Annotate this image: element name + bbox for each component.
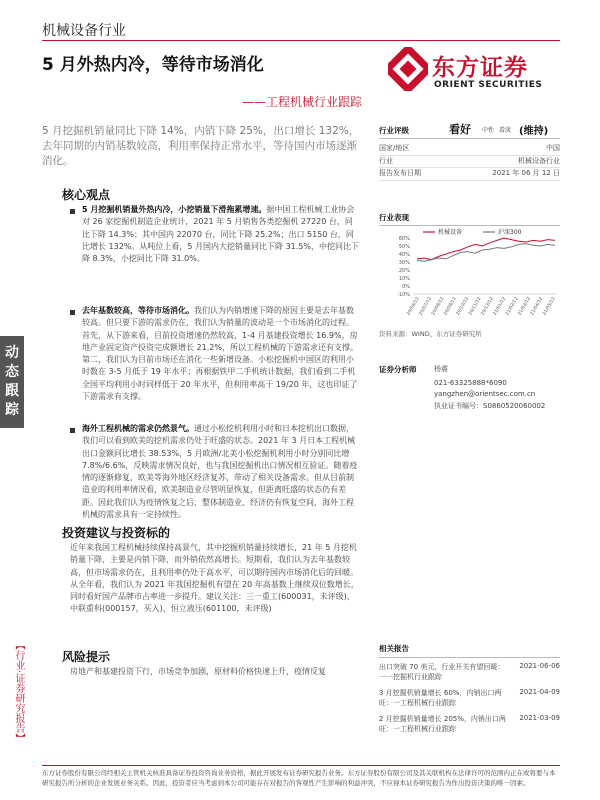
y-tick-label: -10% <box>397 292 410 298</box>
related-date: 2021-04-09 <box>519 688 560 696</box>
info-row <box>379 143 560 156</box>
y-tick-label: 10% <box>398 276 410 282</box>
info-value: 2021 年 06 月 12 日 <box>492 169 560 177</box>
related-reports <box>379 643 560 734</box>
logo-cn-text: 东方证券 <box>432 55 528 81</box>
chart-source: 资料来源：WIND、东方证券研究所 <box>379 330 482 338</box>
bullet-3-bold: 海外工程机械的需求仍然景气。 <box>82 424 194 433</box>
rating-label: 行业评级 <box>379 126 409 135</box>
related-date: 2021-03-09 <box>519 714 560 722</box>
info-value: 机械设备行业 <box>518 156 560 165</box>
info-key: 报告发布日期 <box>379 169 421 177</box>
related-item[interactable] <box>379 662 560 682</box>
core-bullet-3 <box>82 423 360 521</box>
info-value: 中国 <box>546 144 560 152</box>
x-tick-label: 21/03/12 <box>517 296 533 317</box>
legend-label: 沪深300 <box>498 229 522 236</box>
analyst-block <box>379 364 560 411</box>
related-title[interactable]: 出口突破 70 美元，行业开关有望回暖：一一挖掘机行业跟踪 <box>379 663 505 681</box>
top-rule <box>42 40 560 41</box>
report-title: 5 月外热内冷，等待市场消化 <box>42 55 264 75</box>
x-tick-label: 21/02/12 <box>505 296 520 317</box>
y-tick-label: 20% <box>398 268 410 274</box>
related-item[interactable] <box>379 714 560 734</box>
x-tick-label: 20/07/12 <box>418 296 434 317</box>
bullet-1-bold: 5 月挖掘机销量外热内冷，小挖销量下滑拖累增速。 <box>82 205 267 214</box>
info-key: 国家/地区 <box>379 144 410 152</box>
analyst-label: 证券分析师 <box>379 365 417 374</box>
y-tick-label: 0% <box>402 284 410 290</box>
x-tick-label: 20/09/12 <box>443 296 458 317</box>
abstract: 5 月挖掘机销量同比下降 14%，内销下降 25%，出口增长 132%，去年同期的内销基数较高，利用率保持正常水平，等待国内市场逐渐消化。 <box>42 125 360 167</box>
logo-mark-icon <box>388 47 428 91</box>
risk-heading: 风险提示 <box>62 650 111 664</box>
invest-text: 近年来我国工程机械持续保持高景气，其中挖掘机销量持续增长，21 年 5 月挖机销量下降，主要是内销下降，而外销依然高增长。短期看，我们认为去年基数较高，但市场需求仍在，且利用率仍处于高水平，可以期待国内市场消化后的回暖。从全年看，我们认为 2021 年我国挖掘机有望在 20 年高基数上继续双位数增长，同时看好国产品牌市占率进一步提升。建议关注：三一重工(600031，未评级)、中联重科(000157，买入)、恒立液压(601100，未评级) <box>70 543 359 614</box>
info-table <box>379 143 560 181</box>
info-row <box>379 168 560 181</box>
company-logo <box>388 47 563 97</box>
bullet-1-text: 据中国工程机械工业协会对 26 家挖掘机制造企业统计，2021 年 5 月销售各类挖掘机 27220 台，同比下降 14.3%；其中国内 22070 台，同比下降 25.2%；出口 5150 台，同比增长 132%。从吨位上看，5 月国内大挖销量同比下降 31.5%，中挖同比下降 8.3%，小挖同比下降 31.0%。 <box>82 205 360 264</box>
analyst-name: 杨震 <box>434 365 448 373</box>
related-item[interactable] <box>379 688 560 708</box>
related-heading: 相关报告 <box>379 643 560 658</box>
rating-value: 看好 <box>449 123 471 136</box>
y-tick-label: 40% <box>398 252 410 258</box>
series-line-0 <box>417 238 555 260</box>
x-tick-label: 20/06/12 <box>406 296 421 317</box>
x-tick-label: 21/05/12 <box>542 296 557 317</box>
x-tick-label: 20/11/12 <box>468 296 483 317</box>
rating-low: 看淡 <box>499 127 512 134</box>
chart-title: 行业表现 <box>379 212 560 226</box>
x-tick-label: 21/01/12 <box>492 296 508 317</box>
disclaimer-footer: 东方证券股份有限公司经相关主管机关核准具备证券投资咨询业务资格，据此开展发布证券研究报告业务。东方证券股份有限公司及其关联机构在法律许可的范围内正在或将要与本研究报告所分析的企业发展业务关系。因此，投资者应当考虑到本公司可能存在对报告的客观性产生影响的利益冲突，不应视本证券研究报告为作出投资决策的唯一因素。 <box>42 765 560 788</box>
rating-row <box>379 121 560 139</box>
legend-label: 机械设备 <box>438 229 463 236</box>
info-key: 行业 <box>379 156 393 165</box>
core-heading: 核心观点 <box>62 188 111 202</box>
rating-mid: 中性 <box>482 127 495 134</box>
logo-en-text: ORIENT SECURITIES <box>434 80 543 90</box>
chart-svg <box>379 226 560 326</box>
bullet-2-text: 我们认为内销增速下降的原因主要是去年基数较高。但只要下游的需求仍在，我们认为销量的波动是一个市场消化的过程。首先，从下游来看，目前投资增速仍然较高，1-4 月基建投资增长 16.9%，房地产业固定资产投资完成额增长 21.2%，所以工程机械的下游需求还有支撑。第二，我们认为目前市场还在消化一些新增设备。小松挖掘机中国区的利用小时数在 3-5 月低于 19 年水平；再根据铁甲二手机统计数据，我们看到二手机全国平均利用小时同样低于 20 年水平，但利用率高于 19/20 年，这也印证了下游需求有支撑。 <box>82 306 358 402</box>
invest-heading: 投资建议与投资标的 <box>62 526 171 540</box>
core-bullet-2 <box>82 305 360 403</box>
y-tick-label: 30% <box>398 260 410 266</box>
bullet-2-bold: 去年基数较高，等待市场消化。 <box>82 306 194 315</box>
x-tick-label: 20/12/12 <box>480 296 495 317</box>
section-tag: 机械设备行业 <box>42 23 126 39</box>
x-tick-label: 20/08/12 <box>431 296 446 317</box>
industry-chart <box>379 212 560 330</box>
sidebar-label: 动态跟踪 <box>5 345 19 418</box>
risk-text: 房地产和基建投资下行，市场竞争加剧，原材料价格快速上升，疫情反复 <box>70 667 326 676</box>
core-bullet-1 <box>82 204 360 265</box>
series-line-1 <box>417 244 555 262</box>
sidebar-vertical-label: 【行业·证券研究报告】 <box>13 640 24 744</box>
rating-hold: (维持) <box>519 126 549 137</box>
report-subtitle: ——工程机械行业跟踪 <box>241 95 362 109</box>
y-tick-label: 50% <box>398 244 410 250</box>
x-tick-label: 20/10/12 <box>455 296 471 317</box>
x-tick-label: 21/04/12 <box>529 296 545 317</box>
bullet-icon <box>70 209 75 214</box>
info-row <box>379 156 560 169</box>
analyst-phone: 021-63325888*6090 <box>434 379 507 387</box>
bullet-icon <box>70 428 75 433</box>
y-tick-label: 60% <box>398 236 410 242</box>
analyst-cert: 执业证书编号：S0860520060002 <box>434 402 546 410</box>
bullet-icon <box>70 310 75 315</box>
bullet-3-text: 通过小松挖机利用小时和日本挖机出口数据，我们可以看到欧美的挖机需求仍处于旺盛的状态。2021 年 3 月日本工程机械出口金额同比增长 38.53%，5 月欧洲/北美小松挖掘机利用小时分别同比增 7.8%/6.6%，反映需求情况良好，也与我国挖掘机出口情况相互验证。随着疫情的逐渐修复，欧美等海外地区经济复苏，带动了相关设备需求。但从目前制造业的利用率情况看，欧美制造业尽管明显恢复，但距离旺盛的状态仍有差距。因此我们认为疫情恢复之后，整体制造业、经济仍有恢复空间，海外工程机械的需求具有一定持续性。 <box>82 424 358 520</box>
related-title[interactable]: 2 月挖掘机销量增长 205%，内销出口两旺：一工程机械行业跟踪 <box>379 715 506 733</box>
analyst-email[interactable]: yangzhen@orientsec.com.cn <box>434 390 536 398</box>
related-date: 2021-06-06 <box>519 662 560 670</box>
related-title[interactable]: 3 月挖掘机销量增长 60%，内销出口两旺：一工程机械行业跟踪 <box>379 689 502 707</box>
